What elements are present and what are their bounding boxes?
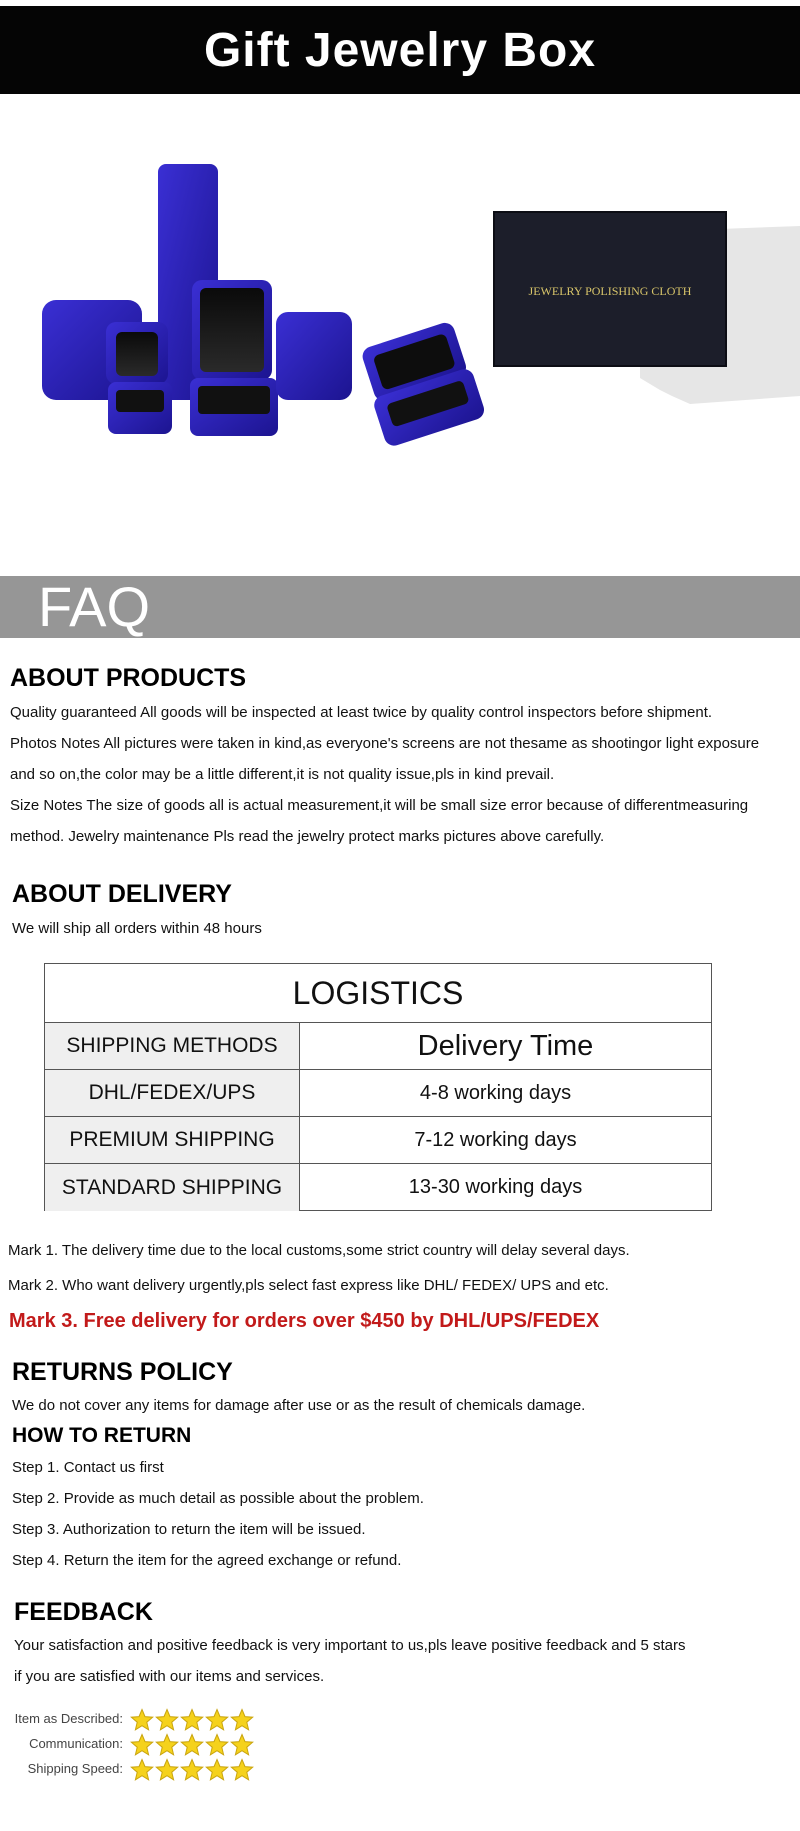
star-rating xyxy=(130,1758,254,1782)
star-icon xyxy=(155,1758,179,1782)
shipping-method: DHL/FEDEX/UPS xyxy=(45,1070,300,1116)
cloth-envelope-label: JEWELRY POLISHING CLOTH xyxy=(528,284,692,298)
star-icon xyxy=(130,1733,154,1757)
star-icon xyxy=(230,1733,254,1757)
feedback-line: if you are satisfied with our items and services. xyxy=(14,1668,325,1685)
mark-3: Mark 3. Free delivery for orders over $450 by DHL/UPS/FEDEX xyxy=(9,1310,600,1332)
star-icon xyxy=(205,1733,229,1757)
product-image xyxy=(0,100,800,570)
mark-1: Mark 1. The delivery time due to the local customs,some strict country will delay several days. xyxy=(8,1242,630,1259)
star-icon xyxy=(155,1733,179,1757)
return-step: Step 3. Authorization to return the item will be issued. xyxy=(12,1521,366,1538)
return-step: Step 2. Provide as much detail as possible about the problem. xyxy=(12,1490,424,1507)
feedback-heading: FEEDBACK xyxy=(14,1598,153,1626)
star-icon xyxy=(205,1708,229,1732)
about-products-heading: ABOUT PRODUCTS xyxy=(10,664,247,692)
about-delivery-line: We will ship all orders within 48 hours xyxy=(12,920,262,937)
star-icon xyxy=(180,1708,204,1732)
star-icon xyxy=(230,1708,254,1732)
star-rating xyxy=(130,1708,254,1732)
star-icon xyxy=(155,1708,179,1732)
header-delivery-time: Delivery Time xyxy=(417,1029,594,1062)
about-products-line: and so on,the color may be a little different,it is not quality issue,pls in kind prevail. xyxy=(10,766,555,783)
how-to-return-heading: HOW TO RETURN xyxy=(12,1424,192,1447)
jewelry-boxes-illustration xyxy=(0,100,800,570)
return-step: Step 1. Contact us first xyxy=(12,1459,164,1476)
feedback-line: Your satisfaction and positive feedback is very important to us,pls leave positive feedback and 5 stars xyxy=(14,1637,686,1654)
header-banner xyxy=(0,6,800,94)
shipping-method: PREMIUM SHIPPING xyxy=(45,1117,300,1163)
about-products-line: Size Notes The size of goods all is actual measurement,it will be small size error because of differentmeasuring xyxy=(10,797,749,814)
about-delivery-heading: ABOUT DELIVERY xyxy=(12,880,232,908)
table-row xyxy=(45,1070,711,1117)
rating-label: Communication: xyxy=(29,1736,123,1751)
return-step: Step 4. Return the item for the agreed exchange or refund. xyxy=(12,1552,402,1569)
star-icon xyxy=(130,1758,154,1782)
star-rating xyxy=(130,1733,254,1757)
faq-title: FAQ xyxy=(38,575,151,638)
rating-label: Shipping Speed: xyxy=(27,1761,123,1776)
returns-policy-line: We do not cover any items for damage after use or as the result of chemicals damage. xyxy=(12,1397,586,1414)
rating-row-communication xyxy=(0,1733,260,1757)
header-shipping-methods: SHIPPING METHODS xyxy=(45,1023,300,1069)
rating-row-shipping-speed xyxy=(0,1758,260,1782)
square-box-right xyxy=(276,312,352,400)
returns-policy-heading: RETURNS POLICY xyxy=(12,1358,233,1386)
shipping-method: STANDARD SHIPPING xyxy=(45,1164,300,1211)
about-products-line: method. Jewelry maintenance Pls read the jewelry protect marks pictures above carefully. xyxy=(10,828,605,845)
mark-2: Mark 2. Who want delivery urgently,pls select fast express like DHL/ FEDEX/ UPS and etc. xyxy=(8,1277,609,1294)
star-icon xyxy=(180,1733,204,1757)
logistics-title: LOGISTICS xyxy=(45,964,711,1023)
table-row xyxy=(45,1117,711,1164)
delivery-time: 13-30 working days xyxy=(408,1176,583,1198)
table-row xyxy=(45,1164,711,1211)
ring-box-angled xyxy=(356,319,486,448)
star-icon xyxy=(130,1708,154,1732)
logistics-table xyxy=(44,963,712,1211)
rating-row-item-as-described xyxy=(0,1708,260,1732)
rating-label: Item as Described: xyxy=(14,1711,123,1726)
star-icon xyxy=(230,1758,254,1782)
star-icon xyxy=(205,1758,229,1782)
page-title: Gift Jewelry Box xyxy=(203,23,597,77)
delivery-time: 4-8 working days xyxy=(419,1081,572,1104)
delivery-time: 7-12 working days xyxy=(414,1128,577,1151)
about-products-line: Quality guaranteed All goods will be inspected at least twice by quality control inspectors before shipment. xyxy=(10,704,713,721)
faq-banner xyxy=(0,576,800,638)
star-icon xyxy=(180,1758,204,1782)
about-products-line: Photos Notes All pictures were taken in kind,as everyone's screens are not thesame as shootingor light exposure xyxy=(10,735,760,752)
table-header-row xyxy=(45,1023,711,1070)
